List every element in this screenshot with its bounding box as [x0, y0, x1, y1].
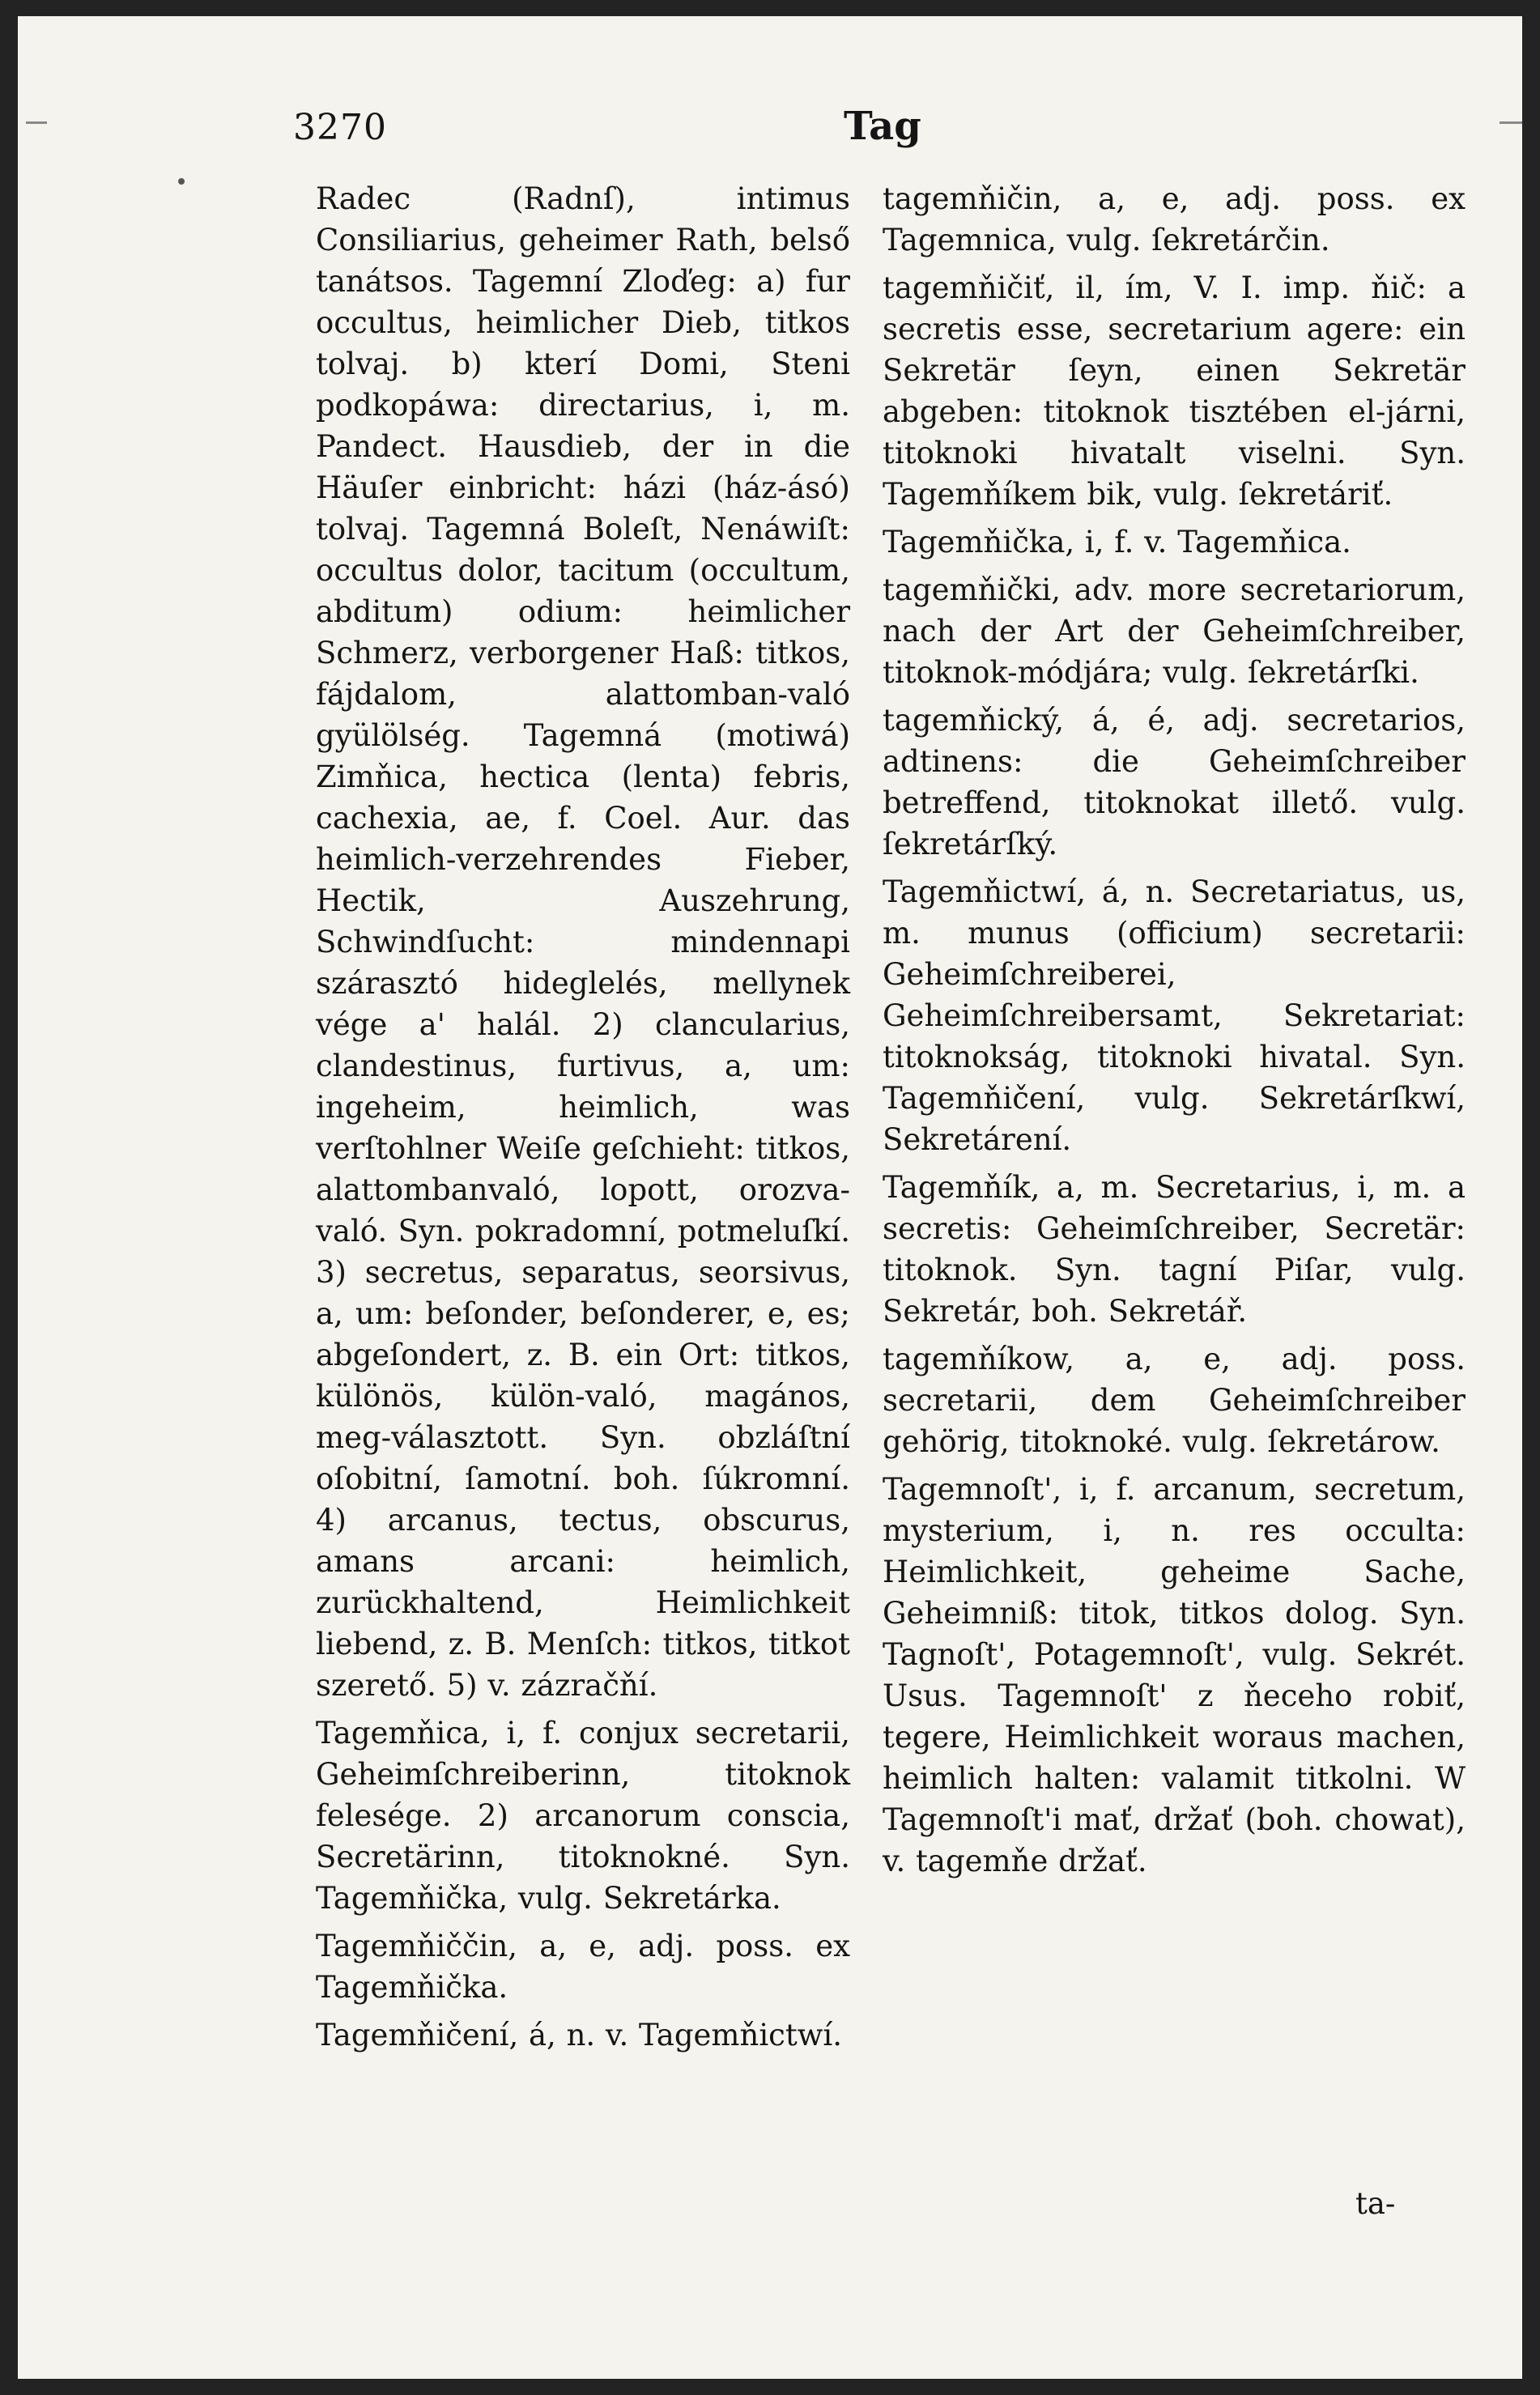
dictionary-entry: Tagemňička, i, f. v. Tagemňica. — [883, 525, 1351, 559]
dictionary-entry: Tagemňík, a, m. Secretarius, i, m. a secretis: Geheimſchreiber, Secretär: titoknok. Syn. tagní Piſar, vulg. Sekretár, boh. Sekretář. — [883, 1170, 1466, 1329]
dictionary-entry: Radec (Radnſ), intimus Consiliarius, geheimer Rath, belső tanátsos. Tagemní Zloďeg: a) fur occultus, heimlicher Dieb, titkos tolvaj. b) kterí Domi, Steni podkopáwa: directarius, i, m. Pandect. Hausdieb, der in die Häuſer einbricht: házi (ház-ásó) tolvaj. Tagemná Boleſt, Nenáwiſt: occultus dolor, tacitum (occultum, abditum) odium: heimlicher Schmerz, verborgener Haß: titkos, fájdalom, alattomban-való gyülölség. Tagemná (motiwá) Zimňica, hectica (lenta) febris, cachexia, ae, f. Coel. Aur. das heimlich-verzehrendes Fieber, Hectik, Auszehrung, Schwindſucht: mindennapi szárasztó hideglelés, mellynek vége a' halál. 2) clancularius, clandestinus, furtivus, a, um: ingeheim, heimlich, was verſtohlner Weiſe geſchieht: titkos, alattombanvaló, lopott, orozva-való. Syn. pokradomní, potmeluſkí. 3) secretus, separatus, seorsivus, a, um: beſonder, beſonderer, e, es; abgeſondert, z. B. ein Ort: titkos, különös, külön-való, magános, meg-választott. Syn. obzláſtní oſobitní, ſamotní. boh. ſúkromní. 4) arcanus, tectus, obscurus, amans arcani: heimlich, zurückhaltend, Heimlichkeit liebend, z. B. Menſch: titkos, titkot szerető. 5) v. zázračňí. — [316, 181, 850, 1703]
dictionary-entry: tagemňičin, a, e, adj. poss. ex Tagemnica, vulg. ſekretárčin. — [883, 181, 1466, 257]
page — [18, 16, 1522, 2379]
dictionary-entry: tagemňičiť, il, ím, V. I. imp. ňič: a secretis esse, secretarium agere: ein Sekretär ſeyn, einen Sekretär abgeben: titoknok tisztében el-járni, titoknoki hivatalt viselni. Syn. Tagemňíkem bik, vulg. ſekretáriť. — [883, 270, 1466, 512]
margin-mark — [1500, 121, 1522, 124]
dictionary-entry: Tagemňica, i, f. conjux secretarii, Geheimſchreiberinn, titoknok felesége. 2) arcanorum conscia, Secretärinn, titoknokné. Syn. Tagemňička, vulg. Sekretárka. — [316, 1716, 850, 1916]
dictionary-entry: tagemňický, á, é, adj. secretarios, adtinens: die Geheimſchreiber betreffend, titoknokat illető. vulg. ſekretárſký. — [883, 703, 1466, 861]
dictionary-entry: Tagemňiččin, a, e, adj. poss. ex Tagemňička. — [316, 1929, 850, 2005]
dictionary-entry: tagemňíkow, a, e, adj. poss. secretarii, dem Geheimſchreiber gehörig, titoknoké. vulg. ſekretárow. — [883, 1342, 1466, 1459]
margin-mark — [26, 121, 47, 124]
dictionary-entry: Tagemňictwí, á, n. Secretariatus, us, m. munus (officium) secretarii: Geheimſchreiberei, Geheimſchreibersamt, Sekretariat: titoknokság, titoknoki hivatal. Syn. Tagemňičení, vulg. Sekretárſkwí, Sekretárení. — [883, 874, 1466, 1157]
dictionary-entry: tagemňički, adv. more secretariorum, nach der Art der Geheimſchreiber, titoknok-módjára; vulg. ſekretárſki. — [883, 572, 1466, 690]
page-number: 3270 — [293, 107, 387, 148]
dictionary-entry: Tagemnoſt', i, f. arcanum, secretum, mysterium, i, n. res occulta: Heimlichkeit, geheime Sache, Geheimniß: titok, titkos dolog. Syn. Tagnoſt', Potagemnoſt', vulg. Sekrét. Usus. Tagemnoſt' z ňeceho robiť, tegere, Heimlichkeit woraus machen, heimlich halten: valamit titkolni. W Tagemnoſt'i mať, držať (boh. chowat), v. tagemňe držať. — [883, 1472, 1466, 1878]
left-column — [316, 178, 850, 2062]
catchword: ta- — [1355, 2186, 1396, 2221]
ink-speck — [178, 178, 185, 185]
right-column — [883, 178, 1466, 1888]
dictionary-entry: Tagemňičení, á, n. v. Tagemňictwí. — [316, 2018, 843, 2053]
running-head: Tag — [844, 104, 921, 149]
